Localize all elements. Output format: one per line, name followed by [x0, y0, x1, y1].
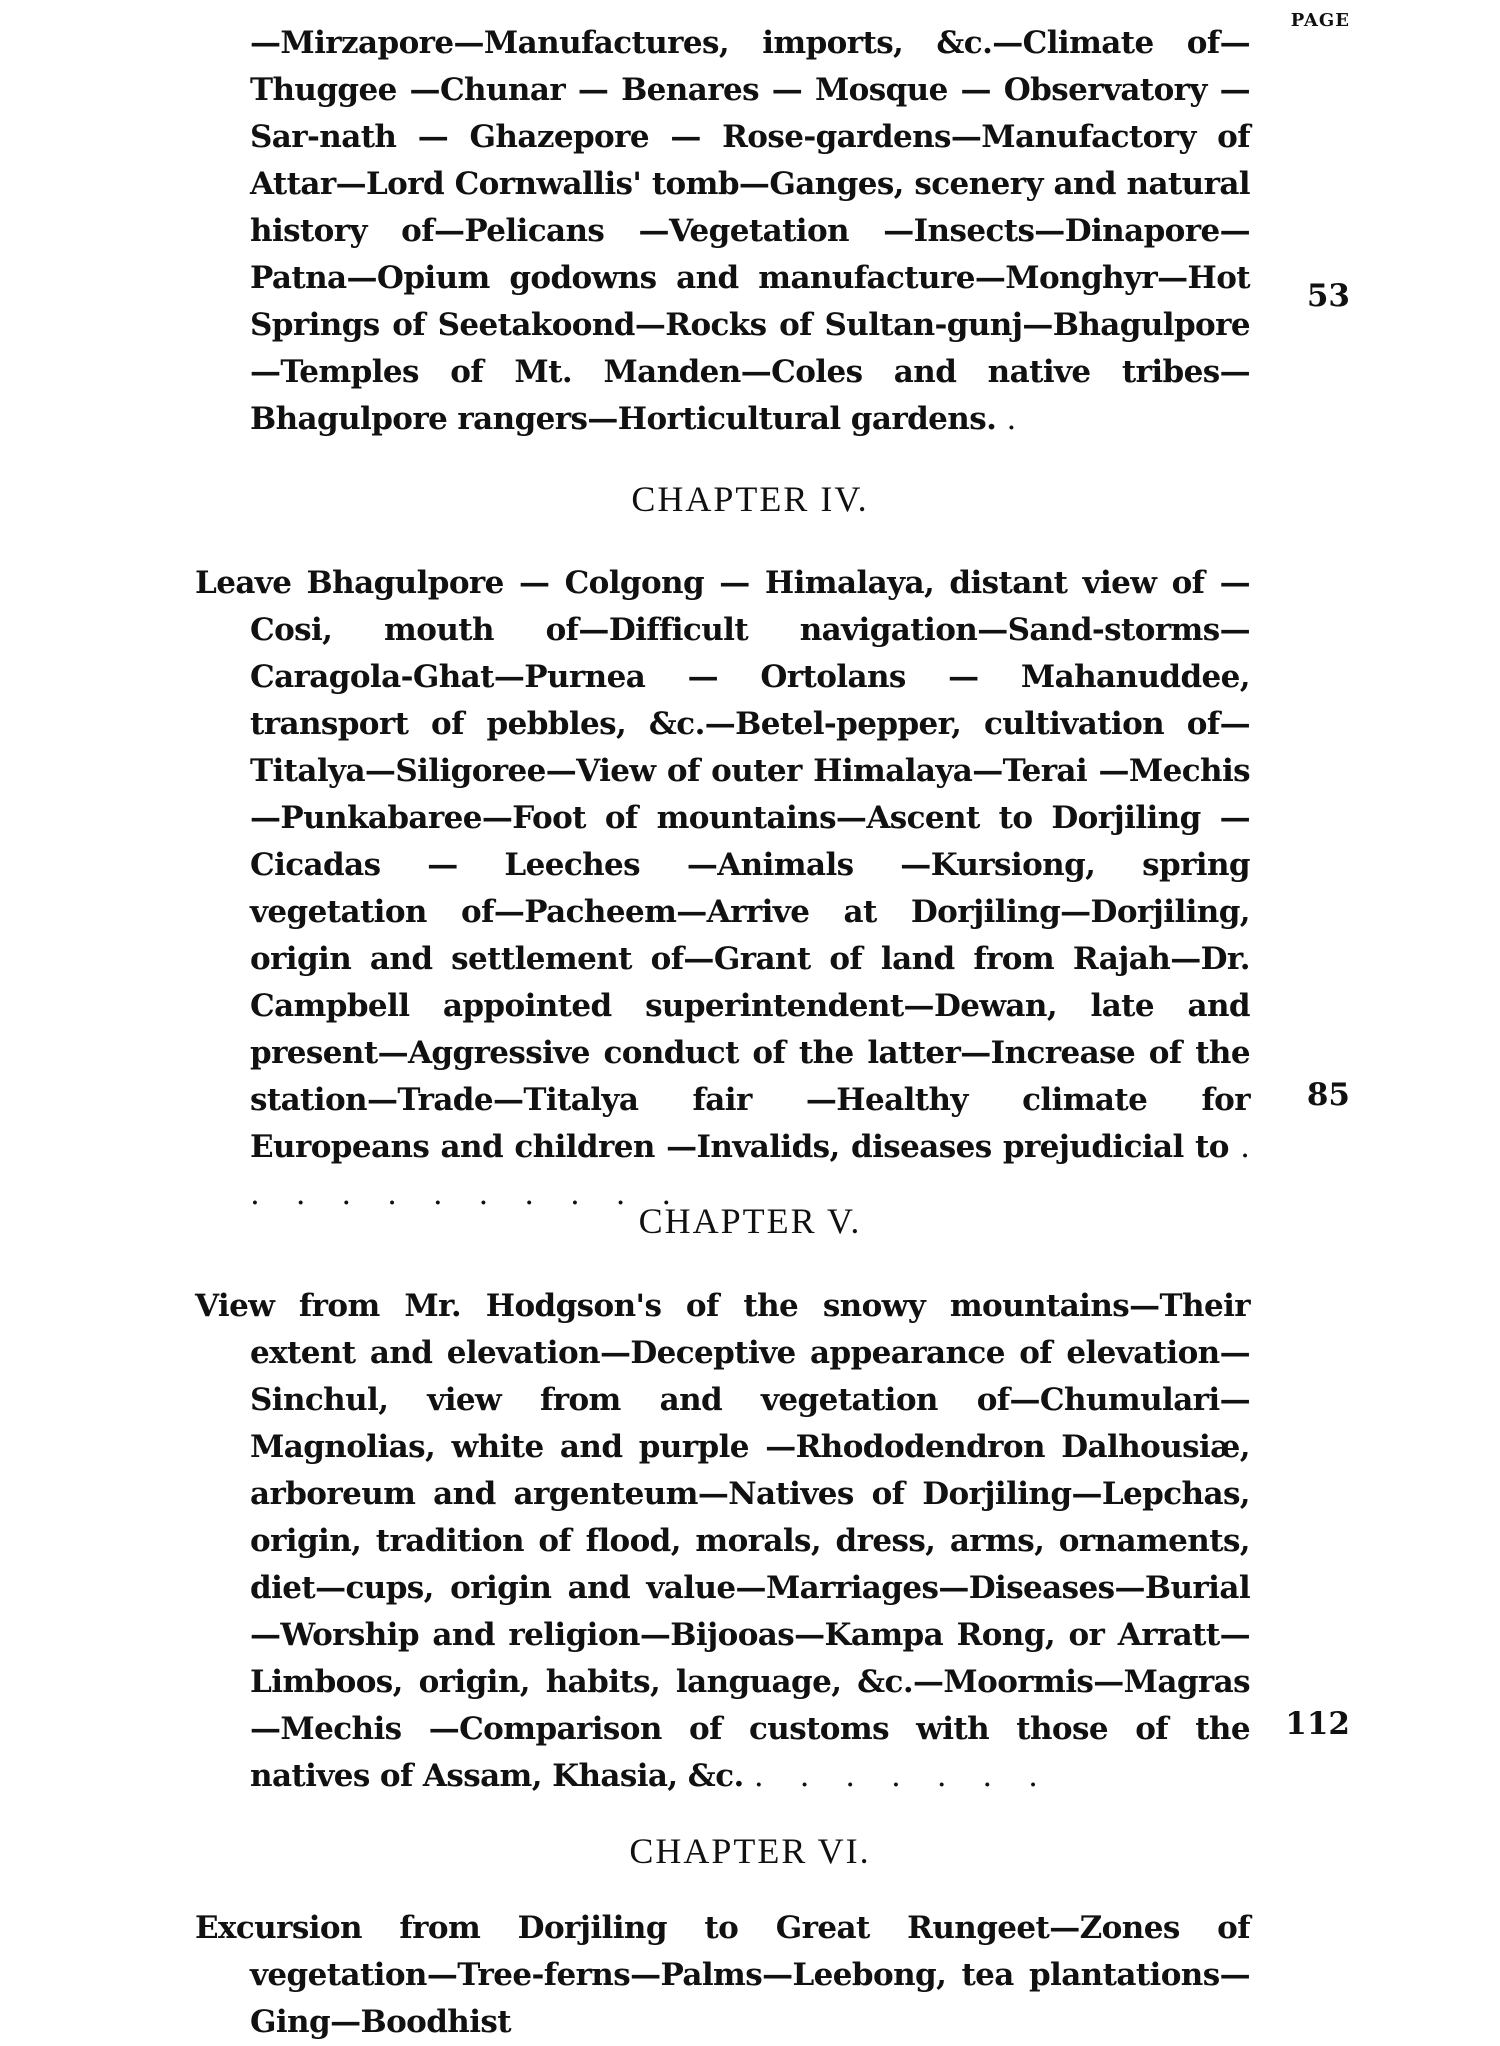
contents-entry-chapter-5 — [195, 1283, 1350, 1800]
entry-summary-text: —Mirzapore—Manufactures, imports, &c.—Climate of—Thuggee —Chunar — Benares — Mosque — Observatory — Sar-nath — Ghazepore — Rose-gardens—Manufactory of Attar—Lord Cornwallis' tomb—Ganges, scenery and natural history of—Pelicans —Vegetation —Insects—Dinapore—Patna—Opium godowns and manufacture—Monghyr—Hot Springs of Seetakoond—Rocks of Sultan-gunj—Bhagulpore—Temples of Mt. Manden—Coles and native tribes—Bhagulpore rangers—Horticultural gardens. — [250, 25, 1250, 437]
dot-leader: . . . . . . . — [753, 1758, 1038, 1794]
chapter-heading-5: CHAPTER V. — [638, 1201, 862, 1241]
contents-entry-chapter-6 — [195, 1905, 1250, 2046]
dot-leader: . . . . . . . . . . . — [250, 1129, 1250, 1212]
chapter-heading-4: CHAPTER IV. — [631, 479, 869, 519]
dot-leader: . — [1006, 401, 1017, 437]
page-number: 85 — [1306, 1077, 1350, 1113]
page-number: 112 — [1285, 1706, 1350, 1742]
entry-summary — [195, 20, 1250, 443]
chapter-heading-6: CHAPTER VI. — [629, 1831, 871, 1871]
entry-summary — [195, 1905, 1250, 2046]
entry-summary-text: View from Mr. Hodgson's of the snowy mountains—Their extent and elevation—Deceptive appearance of elevation—Sinchul, view from and vegetation of—Chumulari—Magnolias, white and purple —Rhododendron Dalhousiæ, arboreum and argenteum—Natives of Dorjiling—Lepchas, origin, tradition of flood, morals, dress, arms, ornaments, diet—cups, origin and value—Marriages—Diseases—Burial—Worship and religion—Bijooas—Kampa Rong, or Arratt—Limboos, origin, habits, language, &c.—Moormis—Magras —Mechis —Comparison of customs with those of the natives of Assam, Khasia, &c. — [195, 1288, 1250, 1794]
entry-summary-text: Excursion from Dorjiling to Great Rungeet—Zones of vegetation—Tree-ferns—Palms—Leebong, tea plantations—Ging—Boodhist — [195, 1910, 1250, 2040]
entry-summary-text: Leave Bhagulpore — Colgong — Himalaya, distant view of — Cosi, mouth of—Difficult navigation—Sand-storms—Caragola-Ghat—Purnea — Ortolans — Mahanuddee, transport of pebbles, &c.—Betel-pepper, cultivation of—Titalya—Siligoree—View of outer Himalaya—Terai —Mechis—Punkabaree—Foot of mountains—Ascent to Dorjiling —Cicadas — Leeches —Animals —Kursiong, spring vegetation of—Pacheem—Arrive at Dorjiling—Dorjiling, origin and settlement of—Grant of land from Rajah—Dr. Campbell appointed superintendent—Dewan, late and present—Aggressive conduct of the latter—Increase of the station—Trade—Titalya fair —Healthy climate for Europeans and children —Invalids, diseases prejudicial to — [195, 565, 1250, 1165]
entry-summary — [195, 1283, 1250, 1800]
contents-entry-chapter-4 — [195, 560, 1350, 1218]
entry-summary — [195, 560, 1250, 1218]
page-number: 53 — [1306, 278, 1350, 314]
page-column-heading: PAGE — [1290, 10, 1350, 31]
